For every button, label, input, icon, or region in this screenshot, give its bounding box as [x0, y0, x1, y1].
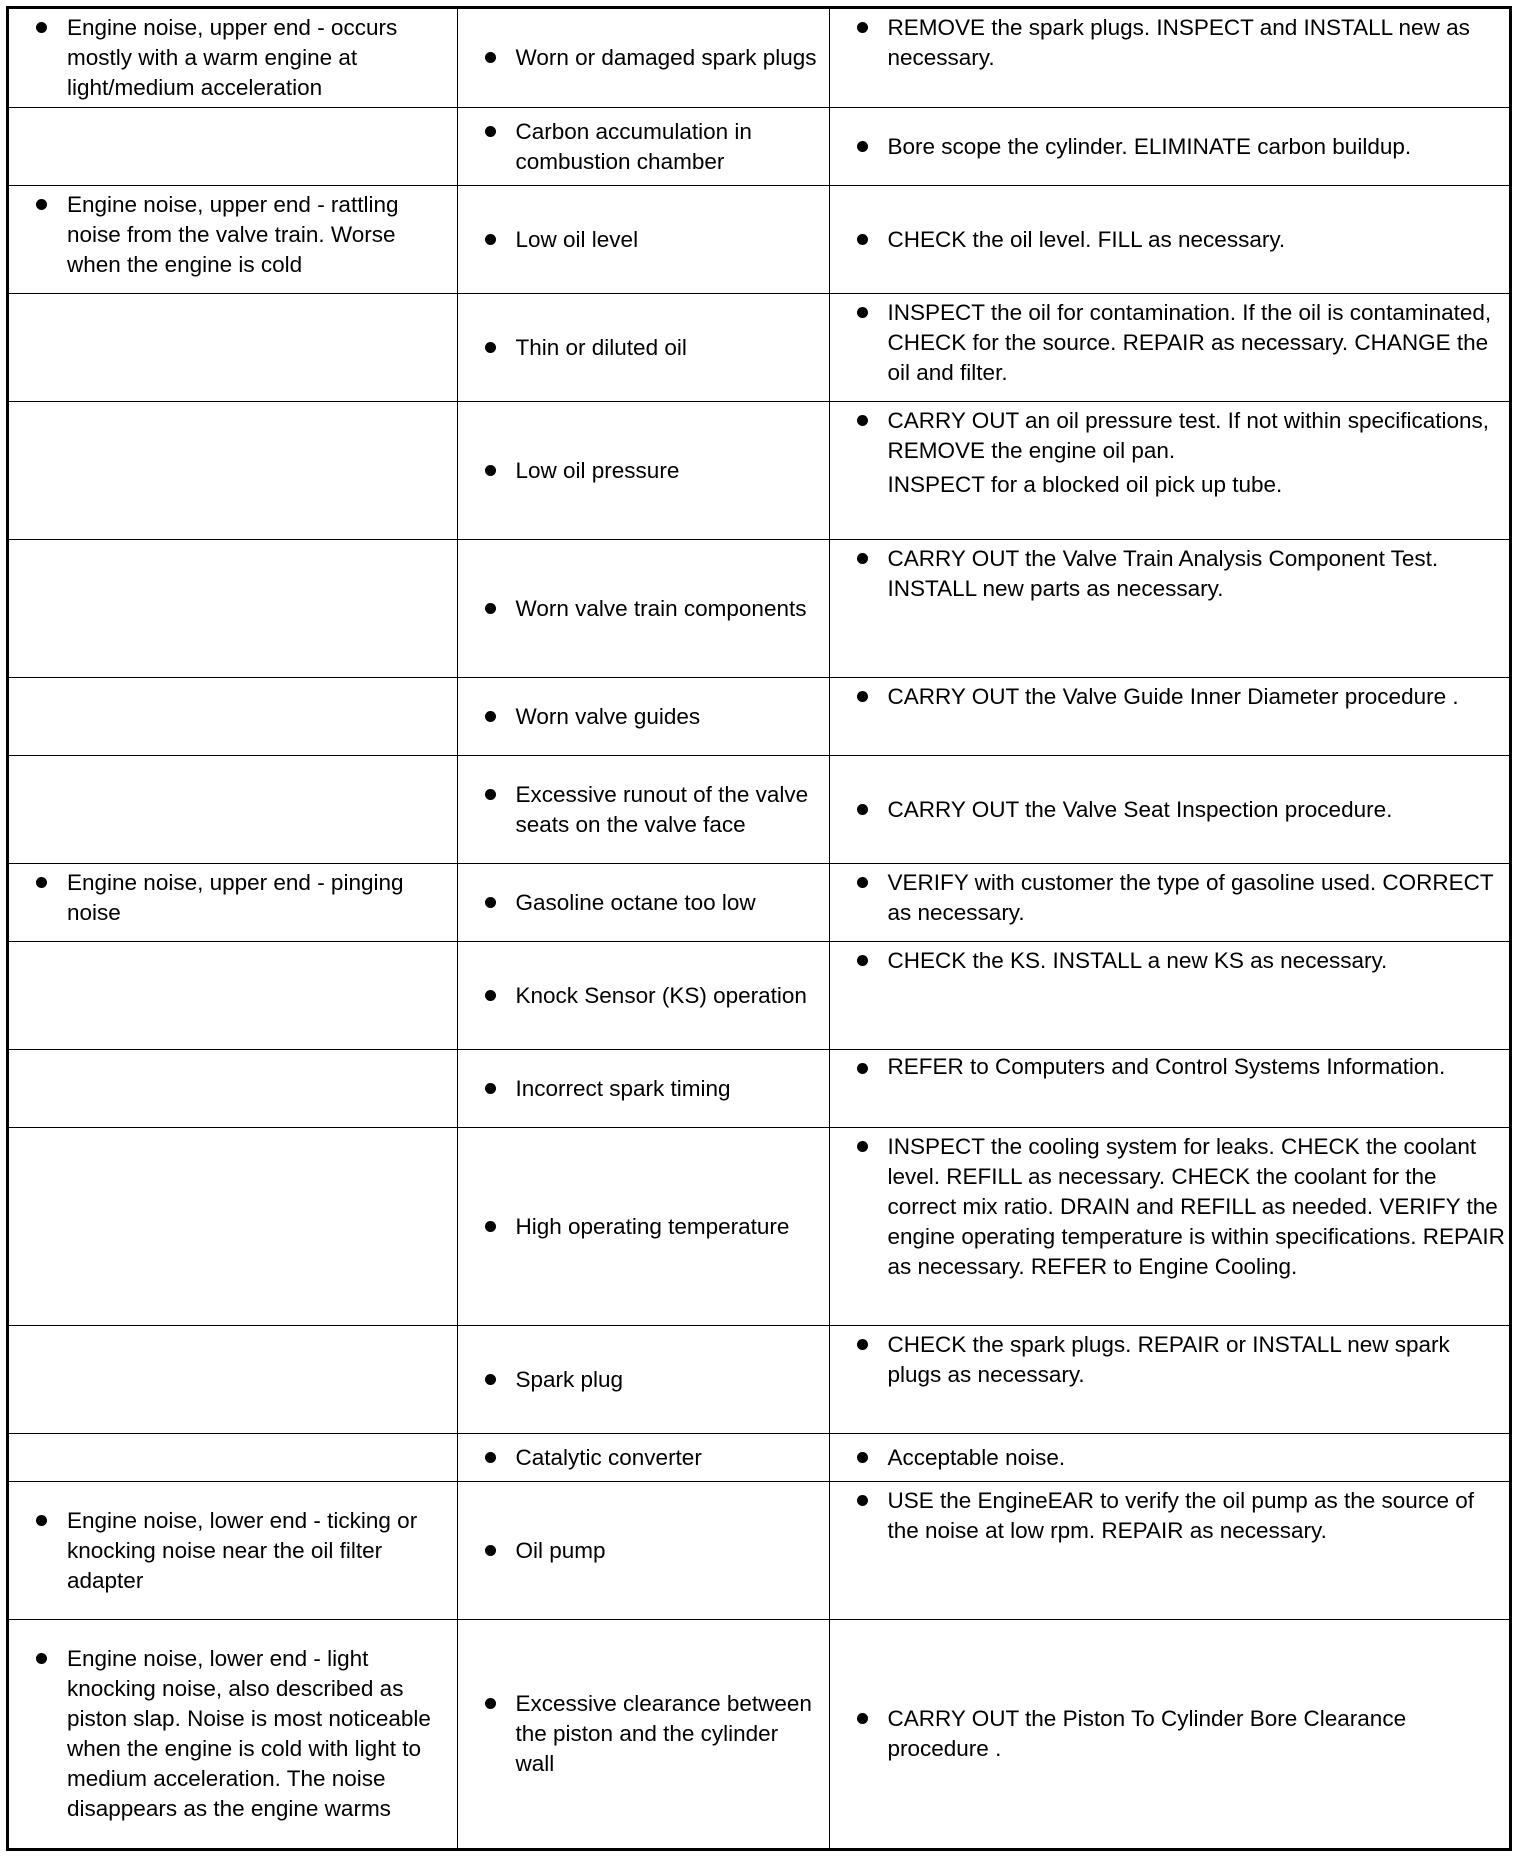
bullet-icon: [857, 234, 868, 245]
table-row: [9, 864, 1509, 942]
bullet-icon: [857, 1452, 868, 1463]
action-cell: [829, 864, 1509, 942]
table-row: [9, 678, 1509, 756]
symptom-cell: [9, 294, 457, 402]
symptom-cell: [9, 1326, 457, 1434]
cause-text: Knock Sensor (KS) operation: [515, 982, 807, 1008]
cause-text: Oil pump: [515, 1537, 606, 1563]
symptom-cell: [9, 1050, 457, 1128]
symptom-cell: [9, 1620, 457, 1848]
symptom-cell: [9, 108, 457, 186]
bullet-icon: [36, 877, 47, 888]
cause-text: Catalytic converter: [515, 1444, 702, 1470]
bullet-icon: [857, 415, 868, 426]
action-cell: [829, 294, 1509, 402]
bullet-icon: [485, 126, 496, 137]
action-cell: [829, 9, 1509, 108]
cause-text: Worn valve guides: [515, 703, 701, 729]
action-text: CHECK the KS. INSTALL a new KS as necessary.: [887, 948, 1388, 973]
cause-cell: [457, 1620, 829, 1848]
cause-cell: [457, 678, 829, 756]
bullet-icon: [485, 342, 496, 353]
diagnostic-table-container: [6, 6, 1512, 1851]
bullet-icon: [485, 1374, 496, 1385]
bullet-icon: [485, 52, 496, 63]
bullet-icon: [857, 955, 868, 966]
cause-text: Worn or damaged spark plugs: [515, 45, 817, 70]
symptom-cell: [9, 540, 457, 678]
symptom-cell: [9, 186, 457, 294]
action-cell: [829, 942, 1509, 1050]
action-text: CARRY OUT an oil pressure test. If not within specifications, REMOVE the engine oil pan.: [887, 408, 1490, 463]
action-text: INSPECT the cooling system for leaks. CHECK the coolant level. REFILL as necessary. CHECK the coolant for the correct mix ratio. DRAIN and REFILL as needed. VERIFY the engine operating temperature is within specifications. REPAIR as necessary. REFER to Engine Cooling.: [887, 1134, 1505, 1279]
action-text: VERIFY with customer the type of gasoline used. CORRECT as necessary.: [887, 870, 1494, 925]
table-row: [9, 186, 1509, 294]
bullet-icon: [485, 990, 496, 1001]
table-row: [9, 1128, 1509, 1326]
bullet-icon: [36, 22, 47, 33]
cause-cell: [457, 756, 829, 864]
action-text: CHECK the oil level. FILL as necessary.: [887, 226, 1286, 252]
table-row: [9, 1434, 1509, 1482]
symptom-text: Engine noise, lower end - light knocking noise, also described as piston slap. Noise is most noticeable when the engine is cold with light to medium acceleration. The noise disappears as the engine warms: [67, 1645, 431, 1821]
bullet-icon: [485, 1545, 496, 1556]
action-text: CARRY OUT the Valve Seat Inspection procedure.: [887, 796, 1393, 822]
action-text: CARRY OUT the Valve Guide Inner Diameter procedure .: [887, 684, 1459, 709]
bullet-icon: [485, 1083, 496, 1094]
action-cell: [829, 186, 1509, 294]
bullet-icon: [857, 1495, 868, 1506]
action-text-extra: INSPECT for a blocked oil pick up tube.: [887, 472, 1283, 497]
action-cell: [829, 108, 1509, 186]
diagnostic-table: [9, 9, 1509, 1848]
action-cell: [829, 756, 1509, 864]
action-cell: [829, 540, 1509, 678]
action-text: Bore scope the cylinder. ELIMINATE carbon buildup.: [887, 133, 1412, 159]
symptom-cell: [9, 1128, 457, 1326]
action-text: REFER to Computers and Control Systems Information.: [887, 1054, 1446, 1079]
bullet-icon: [857, 141, 868, 152]
cause-cell: [457, 864, 829, 942]
bullet-icon: [485, 897, 496, 908]
action-cell: [829, 1128, 1509, 1326]
cause-cell: [457, 942, 829, 1050]
bullet-icon: [857, 691, 868, 702]
symptom-cell: [9, 402, 457, 540]
cause-text: Spark plug: [515, 1366, 624, 1392]
cause-cell: [457, 1326, 829, 1434]
bullet-icon: [857, 307, 868, 318]
cause-cell: [457, 186, 829, 294]
table-row: [9, 294, 1509, 402]
symptom-cell: [9, 942, 457, 1050]
symptom-cell: [9, 1482, 457, 1620]
symptom-cell: [9, 678, 457, 756]
cause-cell: [457, 1434, 829, 1482]
bullet-icon: [485, 1452, 496, 1463]
bullet-icon: [857, 22, 868, 33]
action-cell: [829, 1326, 1509, 1434]
cause-text: Low oil level: [515, 226, 639, 252]
table-row: [9, 756, 1509, 864]
symptom-text: Engine noise, lower end - ticking or knocking noise near the oil filter adapter: [67, 1507, 418, 1593]
cause-cell: [457, 1050, 829, 1128]
action-text: USE the EngineEAR to verify the oil pump as the source of the noise at low rpm. REPAIR as necessary.: [887, 1488, 1475, 1543]
action-cell: [829, 1482, 1509, 1620]
action-text: CARRY OUT the Piston To Cylinder Bore Clearance procedure .: [887, 1705, 1407, 1761]
action-text: REMOVE the spark plugs. INSPECT and INSTALL new as necessary.: [887, 15, 1470, 70]
bullet-icon: [857, 1713, 868, 1724]
cause-cell: [457, 1482, 829, 1620]
action-cell: [829, 1050, 1509, 1128]
cause-text: Gasoline octane too low: [515, 889, 756, 915]
symptom-text: Engine noise, upper end - pinging noise: [67, 870, 404, 925]
symptom-cell: [9, 864, 457, 942]
bullet-icon: [485, 603, 496, 614]
symptom-cell: [9, 756, 457, 864]
table-row: [9, 1326, 1509, 1434]
table-row: [9, 1050, 1509, 1128]
table-row: [9, 1482, 1509, 1620]
cause-cell: [457, 108, 829, 186]
bullet-icon: [857, 1141, 868, 1152]
symptom-text: Engine noise, upper end - occurs mostly with a warm engine at light/medium acceleration: [67, 15, 398, 100]
cause-text: Carbon accumulation in combustion chamber: [515, 118, 752, 174]
bullet-icon: [36, 1515, 47, 1526]
table-row: [9, 108, 1509, 186]
cause-text: Excessive clearance between the piston and the cylinder wall: [515, 1690, 812, 1776]
action-text: Acceptable noise.: [887, 1444, 1066, 1470]
bullet-icon: [857, 1339, 868, 1350]
table-row: [9, 942, 1509, 1050]
bullet-icon: [857, 877, 868, 888]
bullet-icon: [857, 1063, 868, 1074]
table-row: [9, 540, 1509, 678]
cause-cell: [457, 540, 829, 678]
cause-text: High operating temperature: [515, 1213, 790, 1239]
symptom-text: Engine noise, upper end - rattling noise from the valve train. Worse when the engine is cold: [67, 192, 399, 277]
cause-text: Incorrect spark timing: [515, 1075, 731, 1101]
bullet-icon: [485, 789, 496, 800]
cause-cell: [457, 294, 829, 402]
bullet-icon: [485, 1698, 496, 1709]
action-cell: [829, 1434, 1509, 1482]
cause-text: Excessive runout of the valve seats on the valve face: [515, 781, 809, 837]
symptom-cell: [9, 1434, 457, 1482]
action-text: INSPECT the oil for contamination. If the oil is contaminated, CHECK for the source. REPAIR as necessary. CHANGE the oil and filter.: [887, 300, 1492, 385]
table-row: [9, 9, 1509, 108]
bullet-icon: [485, 1221, 496, 1232]
action-text: CHECK the spark plugs. REPAIR or INSTALL new spark plugs as necessary.: [887, 1332, 1450, 1387]
table-row: [9, 402, 1509, 540]
bullet-icon: [36, 199, 47, 210]
bullet-icon: [485, 234, 496, 245]
symptom-cell: [9, 9, 457, 108]
bullet-icon: [485, 711, 496, 722]
action-cell: [829, 402, 1509, 540]
bullet-icon: [857, 553, 868, 564]
bullet-icon: [857, 804, 868, 815]
cause-text: Low oil pressure: [515, 457, 680, 483]
action-cell: [829, 678, 1509, 756]
cause-text: Worn valve train components: [515, 595, 807, 621]
cause-cell: [457, 9, 829, 108]
action-cell: [829, 1620, 1509, 1848]
action-text: CARRY OUT the Valve Train Analysis Component Test. INSTALL new parts as necessary.: [887, 546, 1439, 601]
table-row: [9, 1620, 1509, 1848]
bullet-icon: [485, 465, 496, 476]
bullet-icon: [36, 1653, 47, 1664]
cause-cell: [457, 402, 829, 540]
cause-cell: [457, 1128, 829, 1326]
cause-text: Thin or diluted oil: [515, 334, 687, 360]
